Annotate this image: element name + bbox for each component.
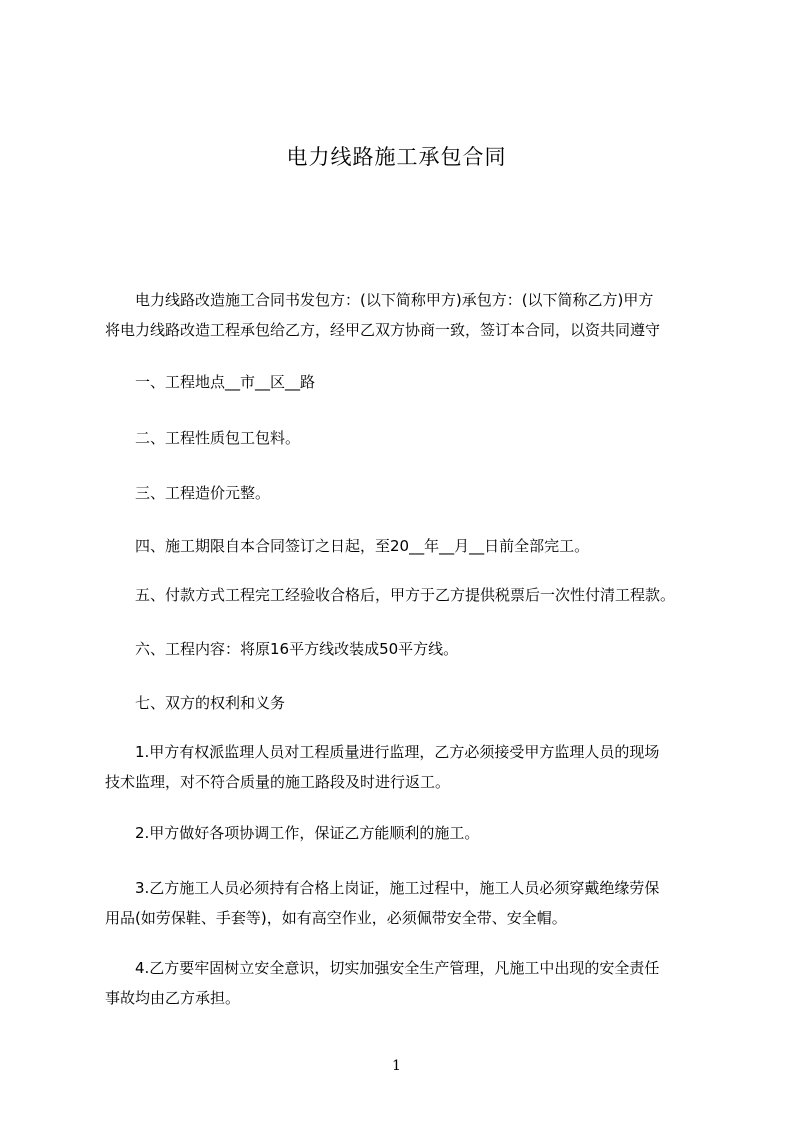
intro-line-2: 将电力线路改造工程承包给乙方，经甲乙双方协商一致，签订本合同，以资共同遵守 <box>105 321 661 339</box>
item-3-line-2: 用品(如劳保鞋、手套等)，如有高空作业，必须佩带安全带、安全帽。 <box>105 909 567 927</box>
clause-3: 三、工程造价元整。 <box>105 484 271 502</box>
item-2 <box>105 818 705 848</box>
document-title: 电力线路施工承包合同 <box>286 145 507 169</box>
clause-1: 一、工程地点__市__区__路 <box>105 373 316 391</box>
item-4 <box>105 953 705 1013</box>
item-3-line-1: 3.乙方施工人员必须持有合格上岗证，施工过程中，施工人员必须穿戴绝缘劳保 <box>105 879 660 897</box>
clause-2: 二、工程性质包工包料。 <box>105 429 301 447</box>
intro-paragraph <box>105 285 705 345</box>
item-2-line-1: 2.甲方做好各项协调工作，保证乙方能顺利的施工。 <box>105 824 480 842</box>
item-1-line-2: 技术监理，对不符合质量的施工路段及时进行返工。 <box>105 773 451 791</box>
item-4-line-1: 4.乙方要牢固树立安全意识，切实加强安全生产管理，凡施工中出现的安全责任 <box>105 959 660 977</box>
clause-6: 六、工程内容：将原16平方线改装成50平方线。 <box>105 640 459 658</box>
item-1-line-1: 1.甲方有权派监理人员对工程质量进行监理，乙方必须接受甲方监理人员的现场 <box>105 743 660 761</box>
intro-line-1: 电力线路改造施工合同书发包方：(以下简称甲方)承包方：(以下简称乙方)甲方 <box>105 291 654 309</box>
item-1 <box>105 737 705 797</box>
page-number: 1 <box>392 1058 401 1074</box>
clause-4: 四、施工期限自本合同签订之日起，至20__年__月__日前全部完工。 <box>105 537 590 555</box>
clause-7: 七、双方的权利和义务 <box>105 694 286 712</box>
item-3 <box>105 873 705 933</box>
item-4-line-2: 事故均由乙方承担。 <box>105 989 241 1007</box>
clause-5: 五、付款方式工程完工经验收合格后，甲方于乙方提供税票后一次性付清工程款。 <box>105 586 676 604</box>
